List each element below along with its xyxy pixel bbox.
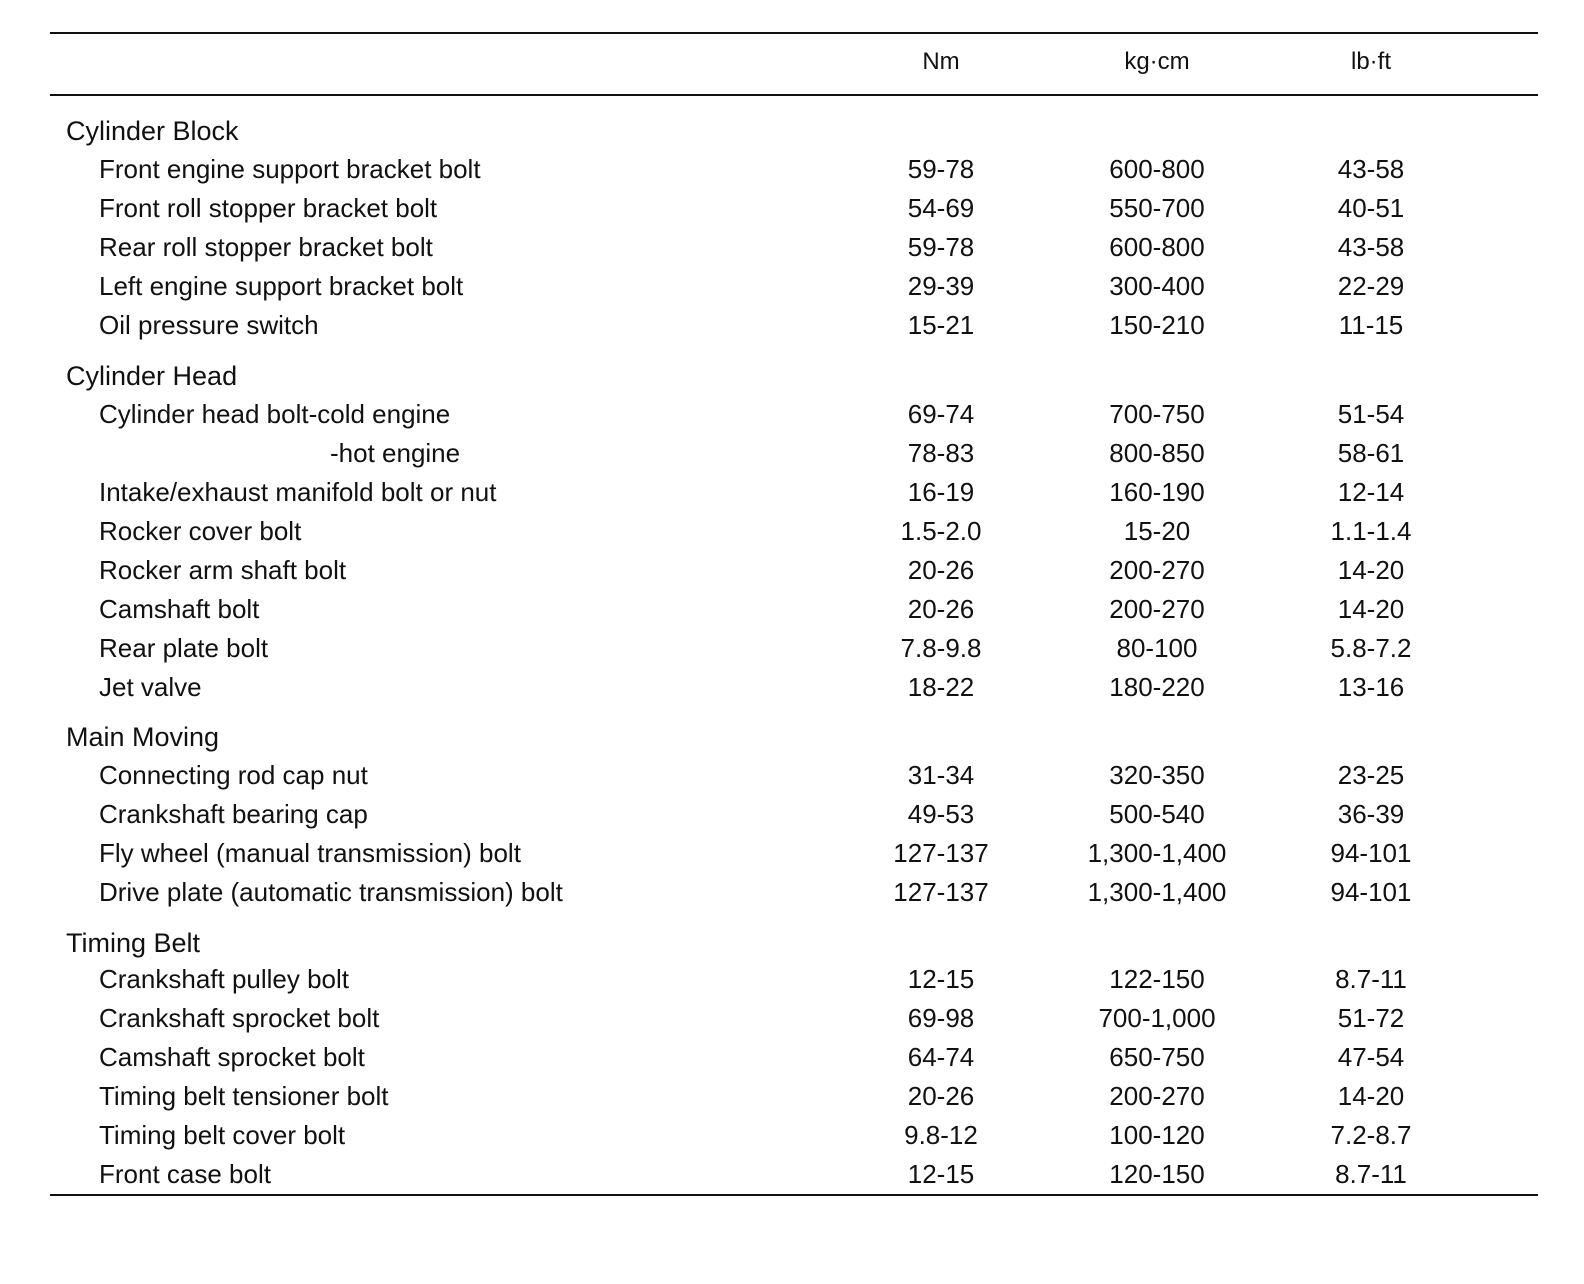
value-lbft: 12-14: [1337, 477, 1405, 507]
value-lbft: 94-101: [1330, 877, 1412, 907]
column-header-lbft: lb·ft: [1350, 48, 1391, 75]
value-lbft: 5.8-7.2: [1330, 633, 1412, 663]
table-row: [0, 1042, 1584, 1081]
value-nm: 12-15: [907, 964, 975, 994]
row-label: Rear plate bolt: [99, 633, 269, 663]
value-kgcm: 500-540: [1109, 799, 1205, 829]
value-nm: 16-19: [907, 477, 975, 507]
value-kgcm: 600-800: [1109, 154, 1205, 184]
value-nm: 12-15: [907, 1159, 975, 1189]
row-label: Timing belt tensioner bolt: [99, 1081, 389, 1111]
table-row: [0, 232, 1584, 271]
value-lbft: 1.1-1.4: [1330, 516, 1412, 546]
table-row: [0, 1159, 1584, 1198]
value-nm: 49-53: [907, 799, 975, 829]
value-kgcm: 122-150: [1109, 964, 1205, 994]
row-label: Left engine support bracket bolt: [99, 271, 464, 301]
value-nm: 69-74: [907, 399, 975, 429]
value-lbft: 43-58: [1337, 154, 1405, 184]
value-lbft: 14-20: [1337, 594, 1405, 624]
column-header-kgcm: kg·cm: [1124, 48, 1190, 75]
table-row: [0, 594, 1584, 633]
value-nm: 127-137: [893, 838, 989, 868]
column-header-nm: Nm: [922, 48, 960, 75]
row-label: Front roll stopper bracket bolt: [99, 193, 438, 223]
value-nm: 20-26: [907, 555, 975, 585]
section-title: Cylinder Head: [66, 361, 238, 391]
row-label: -hot engine: [330, 438, 461, 468]
value-lbft: 94-101: [1330, 838, 1412, 868]
value-kgcm: 100-120: [1109, 1120, 1205, 1150]
row-label: Timing belt cover bolt: [99, 1120, 346, 1150]
header-rule: [50, 94, 1538, 96]
value-kgcm: 300-400: [1109, 271, 1205, 301]
value-nm: 59-78: [907, 232, 975, 262]
value-lbft: 47-54: [1337, 1042, 1405, 1072]
value-lbft: 13-16: [1337, 672, 1405, 702]
value-kgcm: 150-210: [1109, 310, 1205, 340]
value-kgcm: 180-220: [1109, 672, 1205, 702]
row-label: Crankshaft sprocket bolt: [99, 1003, 380, 1033]
table-row: [0, 438, 1584, 477]
table-row: [0, 193, 1584, 232]
table-row: [0, 838, 1584, 877]
table-row: [0, 1120, 1584, 1159]
row-label: Front engine support bracket bolt: [99, 154, 481, 184]
section-title: Main Moving: [66, 722, 220, 752]
table-row: [0, 799, 1584, 838]
row-label: Rocker cover bolt: [99, 516, 302, 546]
value-lbft: 14-20: [1337, 1081, 1405, 1111]
value-kgcm: 550-700: [1109, 193, 1205, 223]
row-label: Drive plate (automatic transmission) bolt: [99, 877, 563, 907]
value-nm: 64-74: [907, 1042, 975, 1072]
value-kgcm: 200-270: [1109, 1081, 1205, 1111]
value-lbft: 7.2-8.7: [1330, 1120, 1412, 1150]
row-label: Camshaft bolt: [99, 594, 260, 624]
value-kgcm: 700-750: [1109, 399, 1205, 429]
row-label: Fly wheel (manual transmission) bolt: [99, 838, 521, 868]
row-label: Rear roll stopper bracket bolt: [99, 232, 433, 262]
row-label: Front case bolt: [99, 1159, 271, 1189]
value-lbft: 23-25: [1337, 760, 1405, 790]
value-lbft: 36-39: [1337, 799, 1405, 829]
table-row: [0, 310, 1584, 349]
value-kgcm: 320-350: [1109, 760, 1205, 790]
table-row: [0, 1003, 1584, 1042]
row-label: Jet valve: [99, 672, 202, 702]
value-nm: 127-137: [893, 877, 989, 907]
value-lbft: 58-61: [1337, 438, 1405, 468]
value-lbft: 8.7-11: [1335, 964, 1407, 994]
row-label: Camshaft sprocket bolt: [99, 1042, 365, 1072]
value-kgcm: 1,300-1,400: [1087, 877, 1227, 907]
value-nm: 59-78: [907, 154, 975, 184]
value-kgcm: 120-150: [1109, 1159, 1205, 1189]
value-nm: 15-21: [907, 310, 975, 340]
value-nm: 20-26: [907, 594, 975, 624]
section-title: Timing Belt: [66, 928, 201, 958]
value-lbft: 40-51: [1337, 193, 1405, 223]
row-label: Intake/exhaust manifold bolt or nut: [99, 477, 497, 507]
value-kgcm: 160-190: [1109, 477, 1205, 507]
row-label: Cylinder head bolt-cold engine: [99, 399, 451, 429]
value-kgcm: 80-100: [1116, 633, 1198, 663]
value-nm: 54-69: [907, 193, 975, 223]
section-title: Cylinder Block: [66, 116, 239, 146]
value-kgcm: 600-800: [1109, 232, 1205, 262]
value-nm: 7.8-9.8: [900, 633, 982, 663]
row-label: Rocker arm shaft bolt: [99, 555, 347, 585]
value-nm: 20-26: [907, 1081, 975, 1111]
value-kgcm: 650-750: [1109, 1042, 1205, 1072]
table-row: [0, 516, 1584, 555]
value-lbft: 14-20: [1337, 555, 1405, 585]
row-label: Crankshaft pulley bolt: [99, 964, 350, 994]
table-row: [0, 1081, 1584, 1120]
row-label: Oil pressure switch: [99, 310, 319, 340]
value-lbft: 11-15: [1338, 310, 1404, 340]
value-kgcm: 700-1,000: [1098, 1003, 1216, 1033]
table-row: [0, 760, 1584, 799]
row-label: Crankshaft bearing cap: [99, 799, 368, 829]
table-row: [0, 154, 1584, 193]
table-row: [0, 399, 1584, 438]
row-label: Connecting rod cap nut: [99, 760, 368, 790]
value-lbft: 51-72: [1337, 1003, 1405, 1033]
table-row: [0, 877, 1584, 916]
table-bottom-rule: [50, 1194, 1538, 1196]
value-lbft: 43-58: [1337, 232, 1405, 262]
table-row: [0, 271, 1584, 310]
table-row: [0, 633, 1584, 672]
value-nm: 78-83: [907, 438, 975, 468]
value-nm: 31-34: [907, 760, 975, 790]
table-row: [0, 672, 1584, 711]
value-nm: 18-22: [907, 672, 975, 702]
value-kgcm: 15-20: [1123, 516, 1191, 546]
value-nm: 9.8-12: [904, 1120, 978, 1150]
value-lbft: 8.7-11: [1335, 1159, 1407, 1189]
value-lbft: 51-54: [1337, 399, 1405, 429]
table-row: [0, 477, 1584, 516]
value-kgcm: 800-850: [1109, 438, 1205, 468]
table-row: [0, 964, 1584, 1003]
value-kgcm: 1,300-1,400: [1087, 838, 1227, 868]
value-nm: 29-39: [907, 271, 975, 301]
value-kgcm: 200-270: [1109, 555, 1205, 585]
value-nm: 69-98: [907, 1003, 975, 1033]
value-nm: 1.5-2.0: [900, 516, 982, 546]
value-lbft: 22-29: [1337, 271, 1405, 301]
table-top-rule: [50, 32, 1538, 34]
table-row: [0, 555, 1584, 594]
value-kgcm: 200-270: [1109, 594, 1205, 624]
